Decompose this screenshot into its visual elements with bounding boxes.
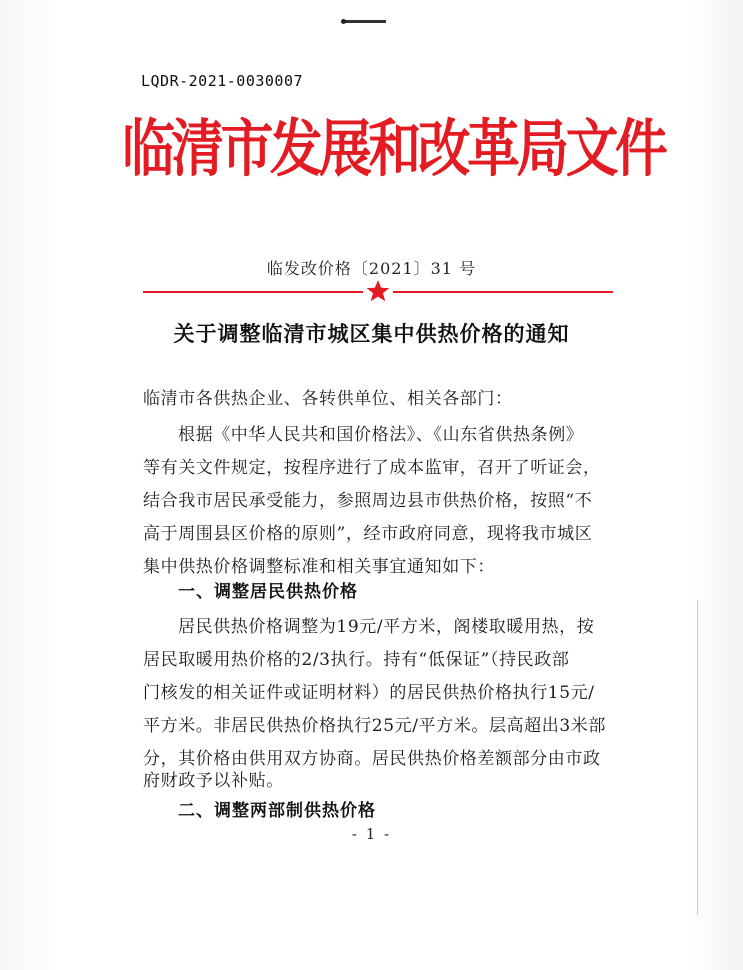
- staple-mark: [344, 20, 386, 23]
- header-title: 临清市发展和改革局文件: [122, 112, 665, 185]
- paragraph-line: 平方米。非居民供热价格执行25元/平方米。层高超出3米部: [143, 716, 606, 736]
- paragraph-line: 高于周围县区价格的原则”，经市政府同意，现将我市城区: [143, 524, 593, 544]
- section-heading-1: 一、调整居民供热价格: [178, 582, 358, 602]
- paragraph-line: 集中供热价格调整标准和相关事宜通知如下：: [143, 557, 495, 577]
- paragraph-line: 居民供热价格调整为19元/平方米，阁楼取暖用热，按: [178, 617, 595, 637]
- page-number: - 1 -: [351, 825, 392, 843]
- red-star-icon: [365, 278, 391, 304]
- paragraph-line: 府财政予以补贴。: [143, 771, 284, 791]
- recipients-line: 临清市各供热企业、各转供单位、相关各部门：: [143, 389, 513, 409]
- notice-title: 关于调整临清市城区集中供热价格的通知: [173, 322, 570, 346]
- section-heading-2: 二、调整两部制供热价格: [178, 801, 376, 821]
- paragraph-line: 门核发的相关证件或证明材料）的居民供热价格执行15元/: [143, 683, 595, 703]
- paragraph-line: 分，其价格由供用双方协商。居民供热价格差额部分由市政: [143, 749, 601, 769]
- paragraph-line: 根据《中华人民共和国价格法》、《山东省供热条例》: [178, 425, 584, 445]
- paragraph-line: 结合我市居民承受能力，参照周边县市供热价格，按照“不: [143, 491, 593, 511]
- document-code: LQDR-2021-0030007: [141, 72, 304, 90]
- red-separator-right: [393, 291, 613, 293]
- page-edge: [697, 600, 698, 915]
- red-separator-left: [143, 291, 363, 293]
- document-number: 临发改价格〔2021〕31 号: [266, 259, 477, 278]
- paragraph-line: 居民取暖用热价格的2/3执行。持有“低保证”（持民政部: [143, 650, 570, 670]
- paragraph-line: 等有关文件规定，按程序进行了成本监审，召开了听证会，: [143, 458, 601, 478]
